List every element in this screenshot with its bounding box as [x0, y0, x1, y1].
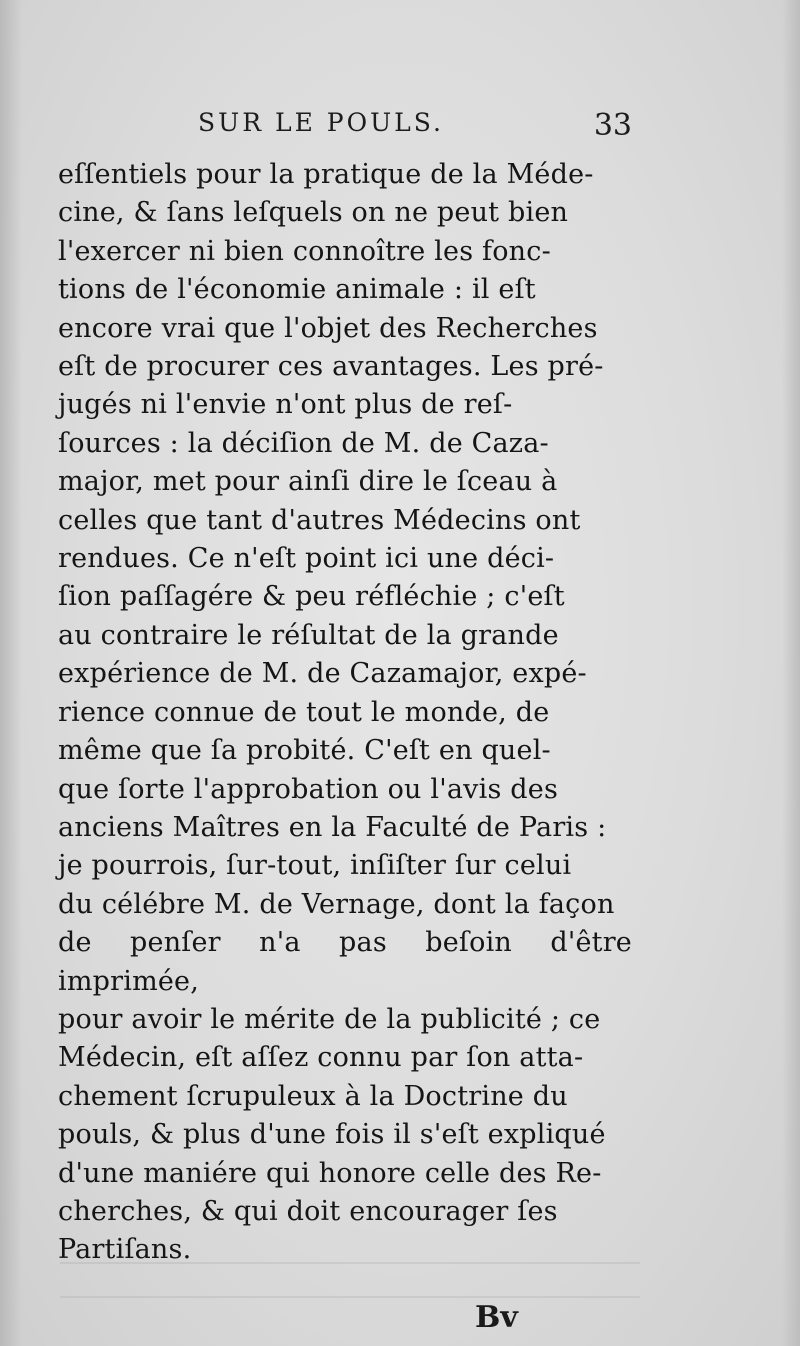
page-header	[58, 108, 632, 148]
running-title: SUR LE POULS.	[198, 108, 444, 137]
signature-mark: Bv	[475, 1300, 518, 1335]
bleed-through-text	[60, 1250, 640, 1320]
body-paragraph: eſſentiels pour la pratique de la Méde- cine, & ſans leſquels on ne peut bien l'exercer ni bien connoître les fonc- tions de l'économie animale : il eſt encore vrai que l'objet des Recherches eſt de procurer ces avantages. Les pré- jugés ni l'envie n'ont plus de reſ- ſources : la déciſion de M. de Caza- major, met pour ainſi dire le ſceau à celles que tant d'autres Médecins ont rendues. Ce n'eſt point ici une déci- ſion paſſagére & peu réfléchie ; c'eſt au contraire le réſultat de la grande expérience de M. de Cazamajor, expé- rience connue de tout le monde, de même que ſa probité. C'eſt en quel- que ſorte l'approbation ou l'avis des anciens Maîtres en la Faculté de Paris : je pourrois, ſur-tout, inſiſter ſur celui du célébre M. de Vernage, dont la façon de penſer n'a pas beſoin d'être imprimée, pour avoir le mérite de la publicité ; ce Médecin, eſt aſſez connu par ſon atta- chement ſcrupuleux à la Doctrine du pouls, & plus d'une fois il s'eſt expliqué d'une maniére qui honore celle des Re- cherches, & qui doit encourager ſes Partiſans.	[58, 159, 632, 1266]
page-edge-shadow-right	[782, 0, 800, 1346]
page-edge-shadow-left	[0, 0, 22, 1346]
page-number: 33	[593, 108, 632, 143]
